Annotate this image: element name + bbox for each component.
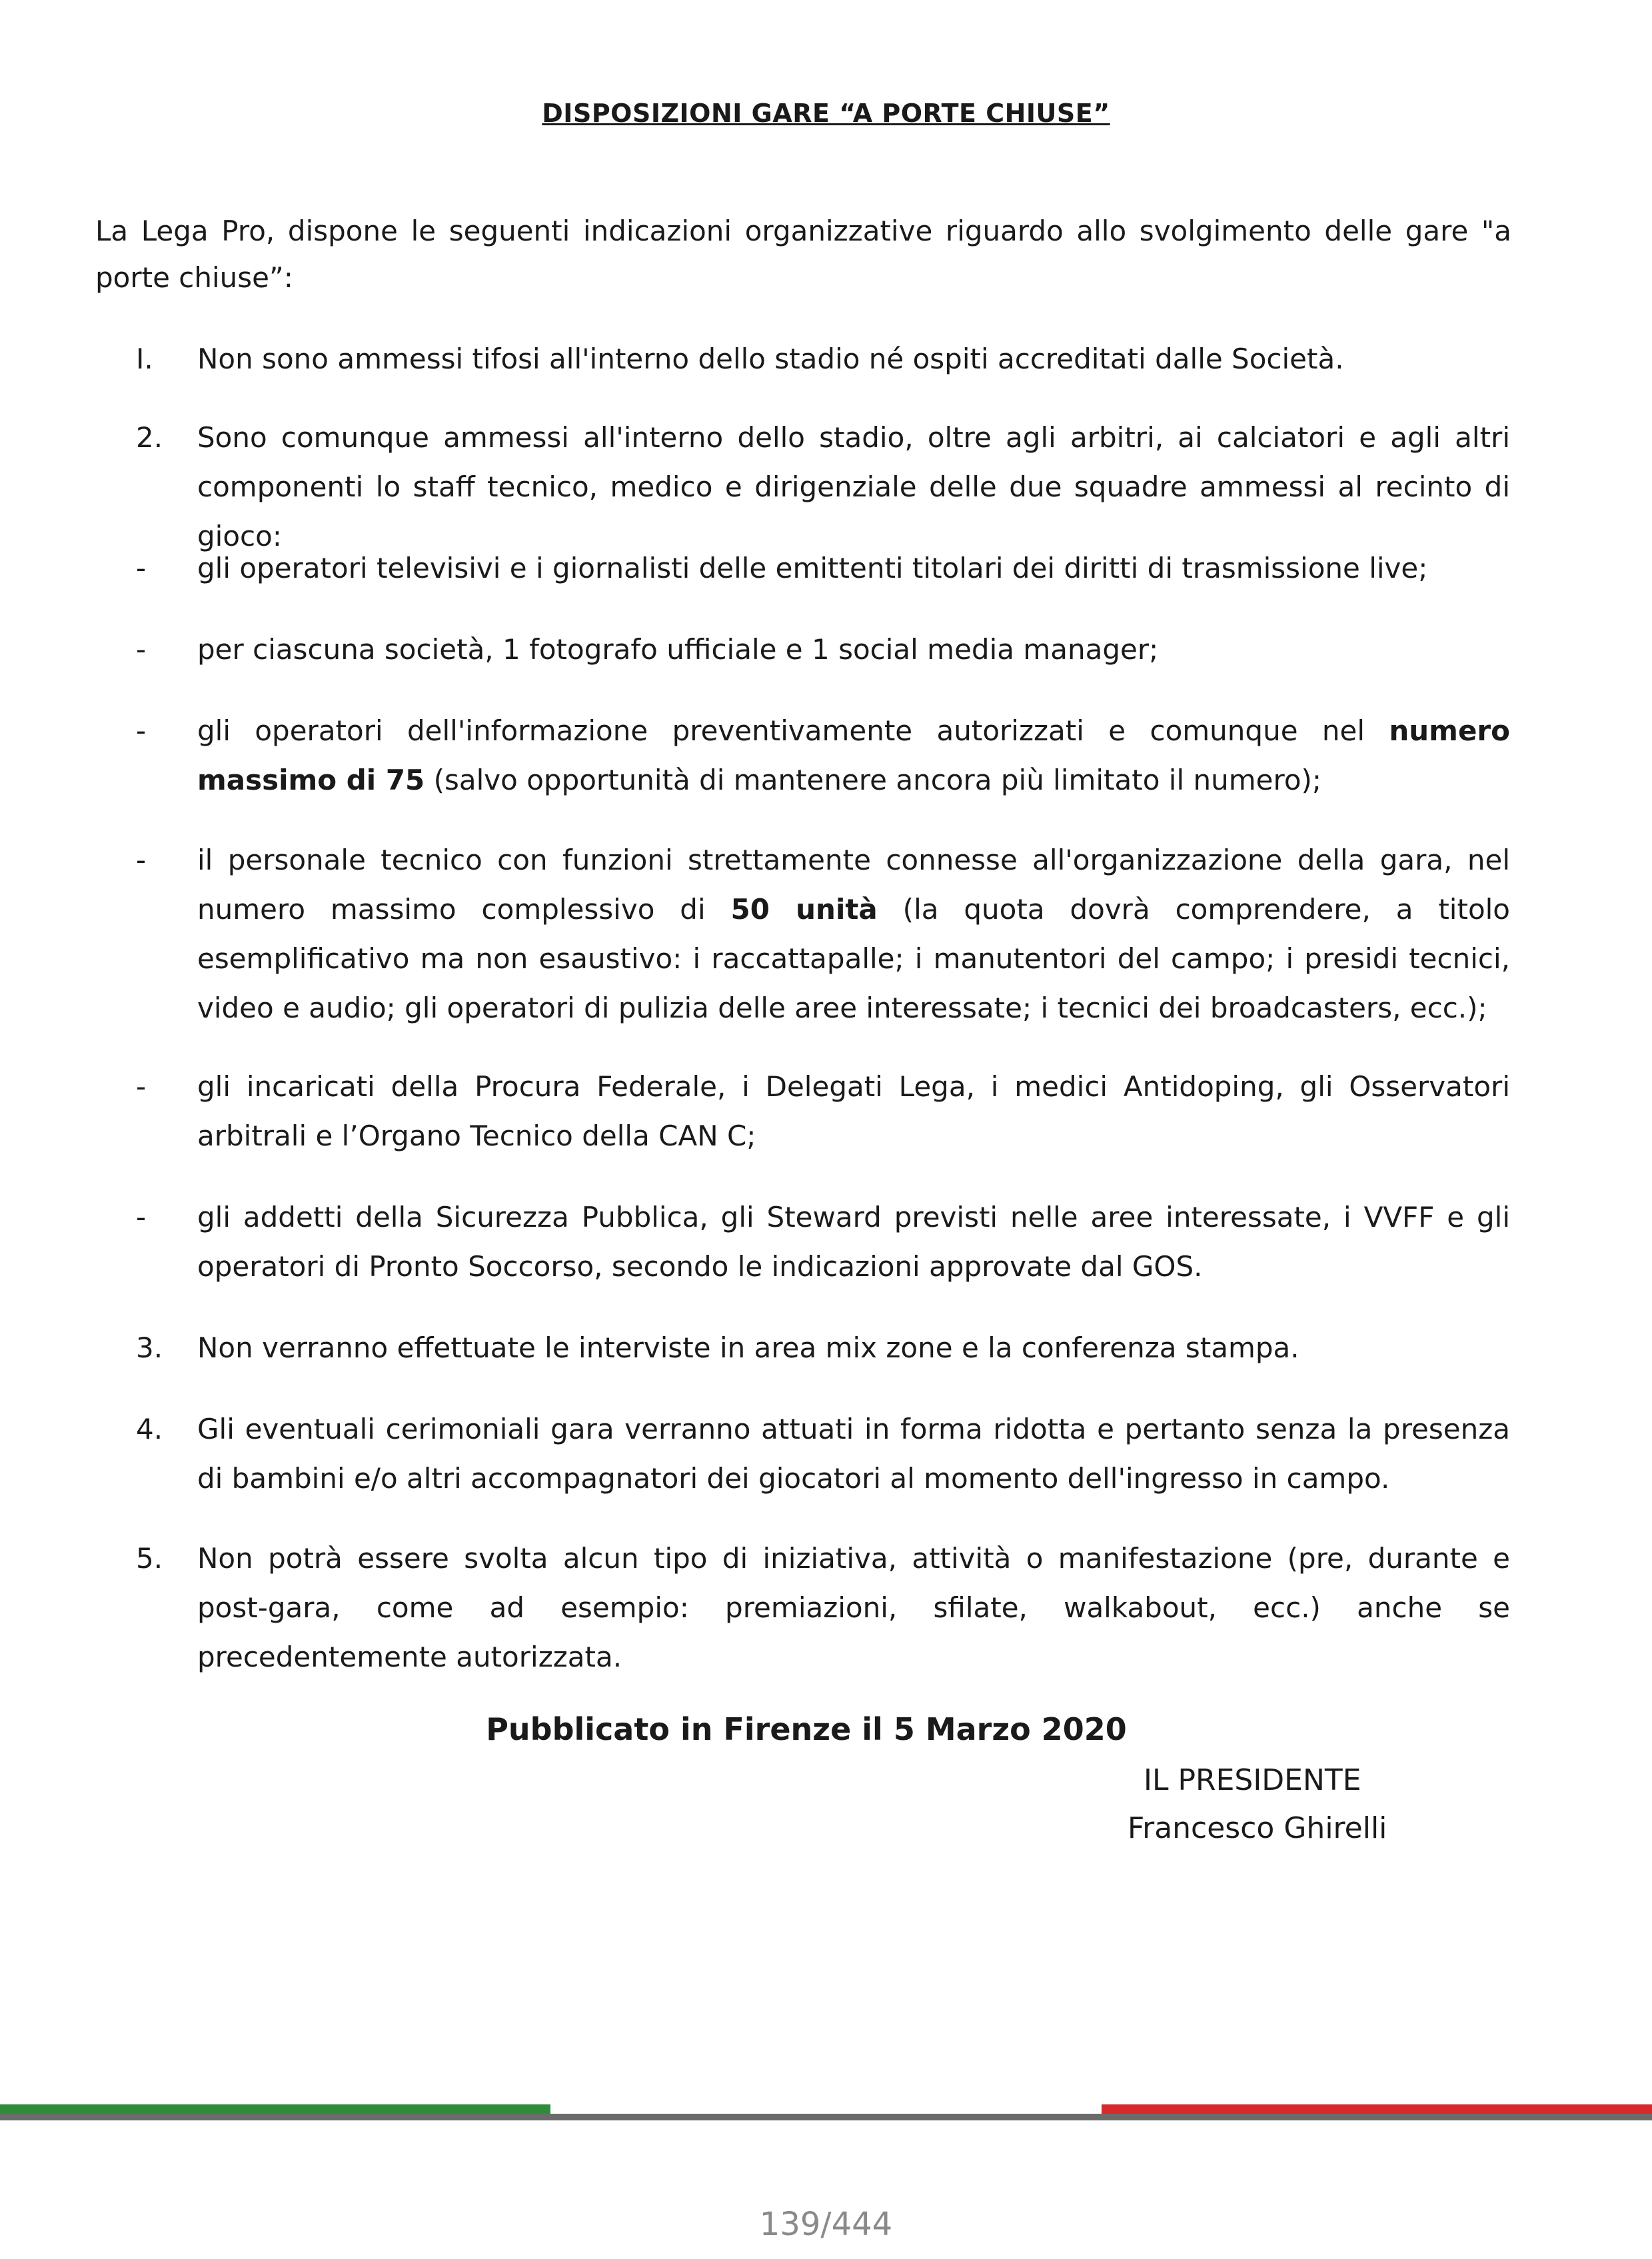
list-item-text: Non potrà essere svolta alcun tipo di iniziativa, attività o manifestazione (pre, durante e post-gara, come ad esempio: premiazioni, sfilate, walkabout, ecc.) anche se precedentemente autorizzata. (197, 1542, 1510, 1673)
stripe-grey-underline (0, 2114, 1652, 2120)
list-marker: - (136, 714, 147, 747)
list-marker: 2. (136, 421, 163, 454)
list-marker: 4. (136, 1413, 163, 1445)
list-marker: - (136, 844, 147, 876)
list-item-text: per ciascuna società, 1 fotografo ufficiale e 1 social media manager; (197, 633, 1159, 666)
publication-line: Pubblicato in Firenze il 5 Marzo 2020 (486, 1711, 1127, 1747)
list-marker: - (136, 1201, 147, 1233)
list-item-text: gli operatori dell'informazione preventivamente autorizzati e comunque nel numero massimo di 75 (salvo opportunità di mantenere ancora più limitato il numero); (197, 714, 1510, 796)
signature-name: Francesco Ghirelli (1128, 1811, 1387, 1845)
stripe-green (0, 2104, 550, 2114)
list-item-text: Non verranno effettuate le interviste in area mix zone e la conferenza stampa. (197, 1331, 1299, 1364)
list-item-text: gli incaricati della Procura Federale, i Delegati Lega, i medici Antidoping, gli Osservatori arbitrali e l’Organo Tecnico della CAN C; (197, 1070, 1510, 1152)
document-title: DISPOSIZIONI GARE “A PORTE CHIUSE” (542, 99, 1110, 128)
list-marker: I. (136, 343, 153, 375)
bold-emphasis: 50 unità (730, 893, 878, 926)
list-item-text: Sono comunque ammessi all'interno dello stadio, oltre agli arbitri, ai calciatori e agli altri componenti lo staff tecnico, medico e dirigenziale delle due squadre ammessi al recinto di gioco: (197, 421, 1510, 552)
stripe-white (550, 2104, 1101, 2114)
list-item-text: gli addetti della Sicurezza Pubblica, gli Steward previsti nelle aree interessate, i VVFF e gli operatori di Pronto Soccorso, secondo le indicazioni approvate dal GOS. (197, 1201, 1510, 1283)
list-item-text: Non sono ammessi tifosi all'interno dello stadio né ospiti accreditati dalle Società. (197, 343, 1344, 375)
intro-paragraph: La Lega Pro, dispone le seguenti indicazioni organizzative riguardo allo svolgimento delle gare "a porte chiuse”: (95, 215, 1511, 294)
bold-emphasis: numero massimo di 75 (197, 714, 1510, 796)
signature-role: IL PRESIDENTE (1144, 1763, 1361, 1797)
list-marker: 5. (136, 1542, 163, 1575)
list-marker: - (136, 633, 147, 666)
list-item-text: il personale tecnico con funzioni strettamente connesse all'organizzazione della gara, nel numero massimo complessivo di 50 unità (la quota dovrà comprendere, a titolo esemplificativo ma non esaustivo: i raccattapalle; i manutentori del campo; i presidi tecnici, video e audio; gli operatori di pulizia delle aree interessate; i tecnici dei broadcasters, ecc.); (197, 844, 1511, 1024)
list-item-text: gli operatori televisivi e i giornalisti delle emittenti titolari dei diritti di trasmissione live; (197, 552, 1428, 584)
page-number: 139/444 (759, 2206, 893, 2243)
stripe-red (1102, 2104, 1652, 2114)
list-marker: - (136, 1070, 147, 1103)
footer-flag-stripe (0, 2104, 1652, 2122)
list-item-text: Gli eventuali cerimoniali gara verranno attuati in forma ridotta e pertanto senza la presenza di bambini e/o altri accompagnatori dei giocatori al momento dell'ingresso in campo. (197, 1413, 1510, 1495)
list-marker: 3. (136, 1331, 163, 1364)
list-marker: - (136, 552, 147, 584)
